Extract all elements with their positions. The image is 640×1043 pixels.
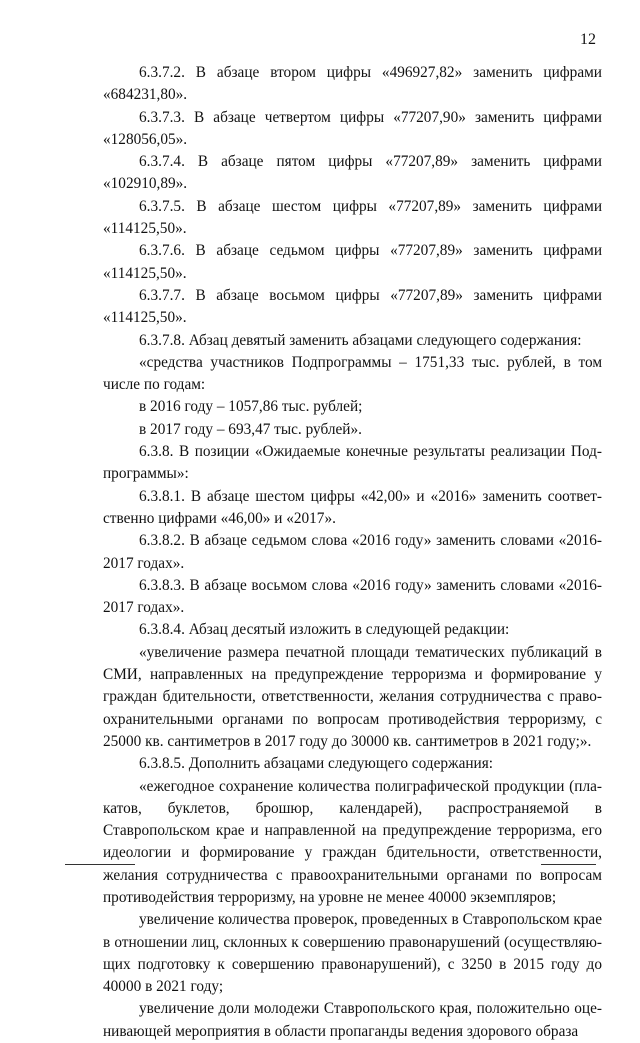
paragraph-6-3-7-2: 6.3.7.2. В абзаце втором цифры «496927,82» заменить цифрами «684231,80». xyxy=(103,64,602,104)
paragraph-6-3-8-5: 6.3.8.5. Дополнить абзацами следующего содержания: xyxy=(139,755,494,773)
paragraph-6-3-8-2: 6.3.8.2. В абзаце седьмом слова «2016 году» заменить словами «2016-2017 годах». xyxy=(103,532,602,572)
footer-rule-left xyxy=(65,864,135,865)
paragraph-funding-2017: в 2017 году – 693,47 тыс. рублей». xyxy=(139,420,362,438)
paragraph-6-3-7-7: 6.3.7.7. В абзаце восьмом цифры «77207,89» заменить цифрами «114125,50». xyxy=(103,286,602,327)
paragraph-funding-intro: «средства участников Подпрограммы – 1751,33 тыс. рублей, в том числе по годам: xyxy=(103,353,602,394)
paragraph-6-3-7-6: 6.3.7.6. В абзаце седьмом цифры «77207,89» заменить цифрами «114125,50». xyxy=(103,242,602,282)
footer-rule-right xyxy=(541,864,596,865)
paragraph-funding-2016: в 2016 году – 1057,86 тыс. рублей; xyxy=(139,398,363,416)
paragraph-media-publications: «увеличение размера печатной площади тематических публикаций в СМИ, направленных на предупреждение терроризма и формирование у граждан бдительности, ответственности, желания сотрудничества с правоохранительными органами по вопросам противодействия терроризму, с 25000 кв. сантиметров в 2017 году до 30000 кв. сантиметров в 2021 году;». xyxy=(103,643,602,750)
paragraph-6-3-8: 6.3.8. В позиции «Ожидаемые конечные результаты реализации Подпрограммы»: xyxy=(103,443,602,483)
paragraph-6-3-8-3: 6.3.8.3. В абзаце восьмом слова «2016 году» заменить словами «2016-2017 годах». xyxy=(103,576,602,617)
paragraph-6-3-7-8: 6.3.7.8. Абзац девятый заменить абзацами следующего содержания: xyxy=(139,331,582,349)
paragraph-6-3-8-1: 6.3.8.1. В абзаце шестом цифры «42,00» и «2016» заменить соответственно цифрами «46,00» и «2017». xyxy=(103,487,602,527)
paragraph-6-3-7-5: 6.3.7.5. В абзаце шестом цифры «77207,89» заменить цифрами «114125,50». xyxy=(103,197,602,238)
page-number: 12 xyxy=(580,31,596,48)
paragraph-6-3-7-4: 6.3.7.4. В абзаце пятом цифры «77207,89» заменить цифрами «102910,89». xyxy=(103,153,602,193)
paragraph-6-3-8-4: 6.3.8.4. Абзац десятый изложить в следующей редакции: xyxy=(139,621,510,639)
paragraph-youth-share: увеличение доли молодежи Ставропольского края, положительно оценивающей мероприятия в области пропаганды ведения здорового образа xyxy=(103,1000,602,1040)
paragraph-6-3-7-3: 6.3.7.3. В абзаце четвертом цифры «77207,90» заменить цифрами «128056,05». xyxy=(103,108,602,148)
paragraph-inspections: увеличение количества проверок, проведенных в Ставропольском крае в отношении лиц, склонных к совершению правонарушений (осуществляющих подготовку к совершению правонарушений), с 3250 в 2015 году до 40000 в 2021 году; xyxy=(103,911,602,996)
document-body xyxy=(103,62,602,1043)
paragraph-printed-materials: «ежегодное сохранение количества полиграфической продукции (плакатов, буклетов, брошюр, календарей), распространяемой в Ставропольском крае и направленной на предупреждение терроризма, его идеологии и формирование у граждан бдительности, ответственности, желания сотрудничества с правоохранительными органами по вопросам противодействия терроризму, на уровне не менее 40000 экземпляров; xyxy=(103,777,602,906)
